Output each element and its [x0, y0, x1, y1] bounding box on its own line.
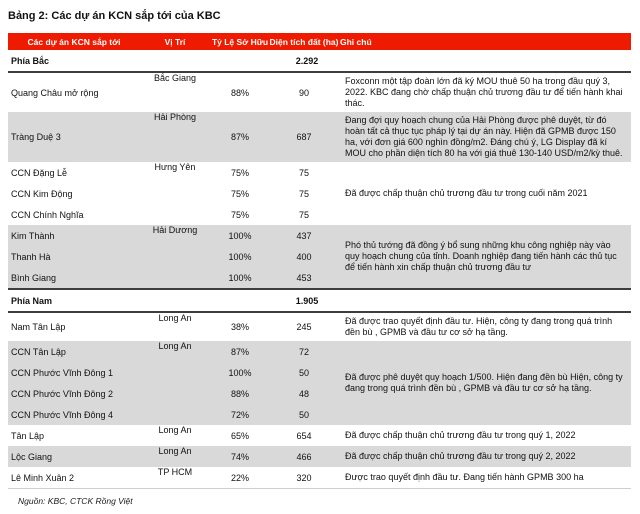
project-name-column — [8, 112, 140, 162]
project-name-column — [8, 341, 140, 425]
location-cell: Hưng Yên — [154, 162, 196, 172]
ownership-cell: 88% — [230, 388, 249, 399]
project-name-cell: CCN Kim Động — [11, 188, 73, 199]
location-cell: Hải Phòng — [153, 112, 197, 122]
area-column — [270, 73, 338, 112]
location-cell: Long An — [158, 341, 192, 351]
project-name-cell: CCN Chính Nghĩa — [11, 209, 84, 220]
project-name-cell: CCN Phước Vĩnh Đông 2 — [11, 388, 113, 399]
note-cell: Đang đợi quy hoạch chung của Hải Phòng được phê duyệt, từ đó hoàn tất cả thục tục pháp lý tại dự án này. Hiện đã GPMB được 150 ha, với đơn giá 600 nghìn đồng/m2. Đáng chú ý, LG Display đã kí MOU cho phần diện tích 80 ha với giá thuê 130-140 USD/m2/kỳ thuê. — [345, 115, 623, 158]
column-header-ownership: Tỷ Lệ Sở Hữu — [211, 36, 269, 47]
project-name-cell: Lê Minh Xuân 2 — [11, 472, 75, 483]
ownership-cell: 75% — [230, 167, 249, 178]
project-name-column — [8, 225, 140, 288]
column-header-projects: Các dự án KCN sắp tới — [27, 36, 121, 47]
ownership-column — [210, 112, 270, 162]
table-body — [8, 50, 631, 488]
table-header-row — [8, 33, 631, 50]
project-group — [8, 425, 631, 446]
project-name-column — [8, 73, 140, 112]
ownership-cell: 22% — [230, 472, 249, 483]
section-row — [8, 288, 631, 313]
project-name-column — [8, 467, 140, 488]
project-name-column — [8, 425, 140, 446]
area-column — [270, 225, 338, 288]
area-cell: 320 — [296, 472, 312, 483]
area-cell: 75 — [298, 188, 309, 199]
project-name-cell: Tràng Duệ 3 — [11, 132, 61, 142]
ownership-column — [210, 162, 270, 225]
area-column — [270, 446, 338, 467]
project-group — [8, 467, 631, 488]
location-cell: Hải Dương — [152, 225, 198, 235]
ownership-cell: 74% — [230, 451, 249, 462]
ownership-cell: 75% — [230, 188, 249, 199]
source-note: Nguồn: KBC, CTCK Rồng Việt — [18, 496, 133, 506]
area-cell: 48 — [298, 388, 309, 399]
project-name-column — [8, 313, 140, 341]
project-name-cell: Quang Châu mở rộng — [11, 87, 99, 98]
section-label: Phía Nam — [11, 295, 53, 306]
area-column — [270, 112, 338, 162]
project-name-cell: Bình Giang — [11, 272, 57, 283]
project-group — [8, 446, 631, 467]
location-cell: Long An — [158, 425, 192, 435]
ownership-column — [210, 467, 270, 488]
location-cell: TP HCM — [157, 467, 193, 477]
ownership-column — [210, 425, 270, 446]
section-total-area: 1.905 — [295, 295, 319, 306]
project-name-cell: Nam Tân Lập — [11, 322, 66, 332]
section-label: Phía Bắc — [11, 55, 50, 66]
project-name-cell: CCN Phước Vĩnh Đông 4 — [11, 409, 113, 420]
ownership-column — [210, 446, 270, 467]
ownership-column — [210, 225, 270, 288]
area-cell: 75 — [298, 209, 309, 220]
location-cell: Long An — [158, 446, 192, 456]
project-name-cell: CCN Đặng Lễ — [11, 167, 68, 178]
ownership-cell: 88% — [230, 87, 249, 98]
area-cell: 466 — [296, 451, 312, 462]
project-group — [8, 225, 631, 288]
ownership-cell: 75% — [230, 209, 249, 220]
area-column — [270, 341, 338, 425]
project-group — [8, 313, 631, 341]
projects-table — [8, 33, 631, 489]
note-cell: Được trao quyết định đầu tư. Đang tiến hành GPMB 300 ha — [345, 472, 584, 482]
area-cell: 453 — [296, 272, 312, 283]
area-cell: 687 — [296, 132, 312, 142]
note-cell: Foxconn một tập đoàn lớn đã ký MOU thuê 50 ha trong đầu quý 3, 2022. KBC đang chờ chấp thuận chủ trương đầu tư để tiến hành khai thác. — [345, 76, 623, 108]
ownership-column — [210, 341, 270, 425]
note-cell: Đã được trao quyết định đầu tư. Hiện, công ty đang trong quá trình đền bù , GPMB và đầu tư cơ sở hạ tầng. — [345, 316, 613, 337]
project-group — [8, 162, 631, 225]
project-name-column — [8, 446, 140, 467]
column-header-notes: Ghi chú — [340, 36, 372, 47]
area-column — [270, 467, 338, 488]
table-title: Bảng 2: Các dự án KCN sắp tới của KBC — [8, 10, 221, 22]
project-name-cell: Thanh Hà — [11, 251, 51, 262]
ownership-cell: 38% — [230, 322, 249, 332]
note-cell: Đã được chấp thuận chủ trương đầu tư trong quý 2, 2022 — [345, 451, 576, 461]
project-name-column — [8, 162, 140, 225]
location-cell: Long An — [158, 313, 192, 323]
area-cell: 72 — [298, 346, 309, 357]
ownership-cell: 100% — [228, 230, 252, 241]
area-cell: 245 — [296, 322, 312, 332]
note-cell: Đã được chấp thuận chủ trương đầu tư trong cuối năm 2021 — [345, 188, 588, 198]
area-cell: 50 — [298, 367, 309, 378]
section-total-area: 2.292 — [295, 55, 319, 66]
area-column — [270, 313, 338, 341]
ownership-column — [210, 73, 270, 112]
project-name-cell: CCN Phước Vĩnh Đông 1 — [11, 367, 113, 378]
ownership-cell: 87% — [230, 132, 249, 142]
area-cell: 50 — [298, 409, 309, 420]
ownership-cell: 65% — [230, 430, 249, 441]
ownership-cell: 100% — [228, 367, 252, 378]
note-cell: Phó thủ tướng đã đồng ý bổ sung những khu công nghiệp này vào quy hoạch chung của tỉnh. Doanh nghiệp đang tiến hành các thủ tục để tiến hành xin chấp thuận chủ trương đầu tư — [345, 240, 617, 272]
project-group — [8, 112, 631, 162]
area-column — [270, 425, 338, 446]
ownership-cell: 72% — [230, 409, 249, 420]
area-cell: 400 — [296, 251, 312, 262]
note-cell: Đã được chấp thuận chủ trương đầu tư trong quý 1, 2022 — [345, 430, 576, 440]
ownership-cell: 87% — [230, 346, 249, 357]
area-cell: 437 — [296, 230, 312, 241]
project-name-cell: Tân Lập — [11, 430, 45, 441]
column-header-area: Diện tích đất (ha) — [269, 36, 339, 47]
project-group — [8, 73, 631, 112]
ownership-column — [210, 313, 270, 341]
project-group — [8, 341, 631, 425]
note-cell: Đã được phê duyệt quy hoạch 1/500. Hiện đang đền bù Hiện, công ty đang trong quá trình đền bù , GPMB và đầu tư cơ sở hạ tầng. — [345, 372, 623, 393]
project-name-cell: CCN Tân Lập — [11, 346, 66, 357]
area-cell: 75 — [298, 167, 309, 178]
ownership-cell: 100% — [228, 272, 252, 283]
project-name-cell: Kim Thành — [11, 230, 55, 241]
section-row — [8, 50, 631, 73]
project-name-cell: Lộc Giang — [11, 451, 53, 462]
location-cell: Bắc Giang — [153, 73, 197, 83]
area-cell: 654 — [296, 430, 312, 441]
ownership-cell: 100% — [228, 251, 252, 262]
column-header-location: Vị Trí — [164, 36, 186, 47]
area-cell: 90 — [298, 87, 309, 98]
area-column — [270, 162, 338, 225]
